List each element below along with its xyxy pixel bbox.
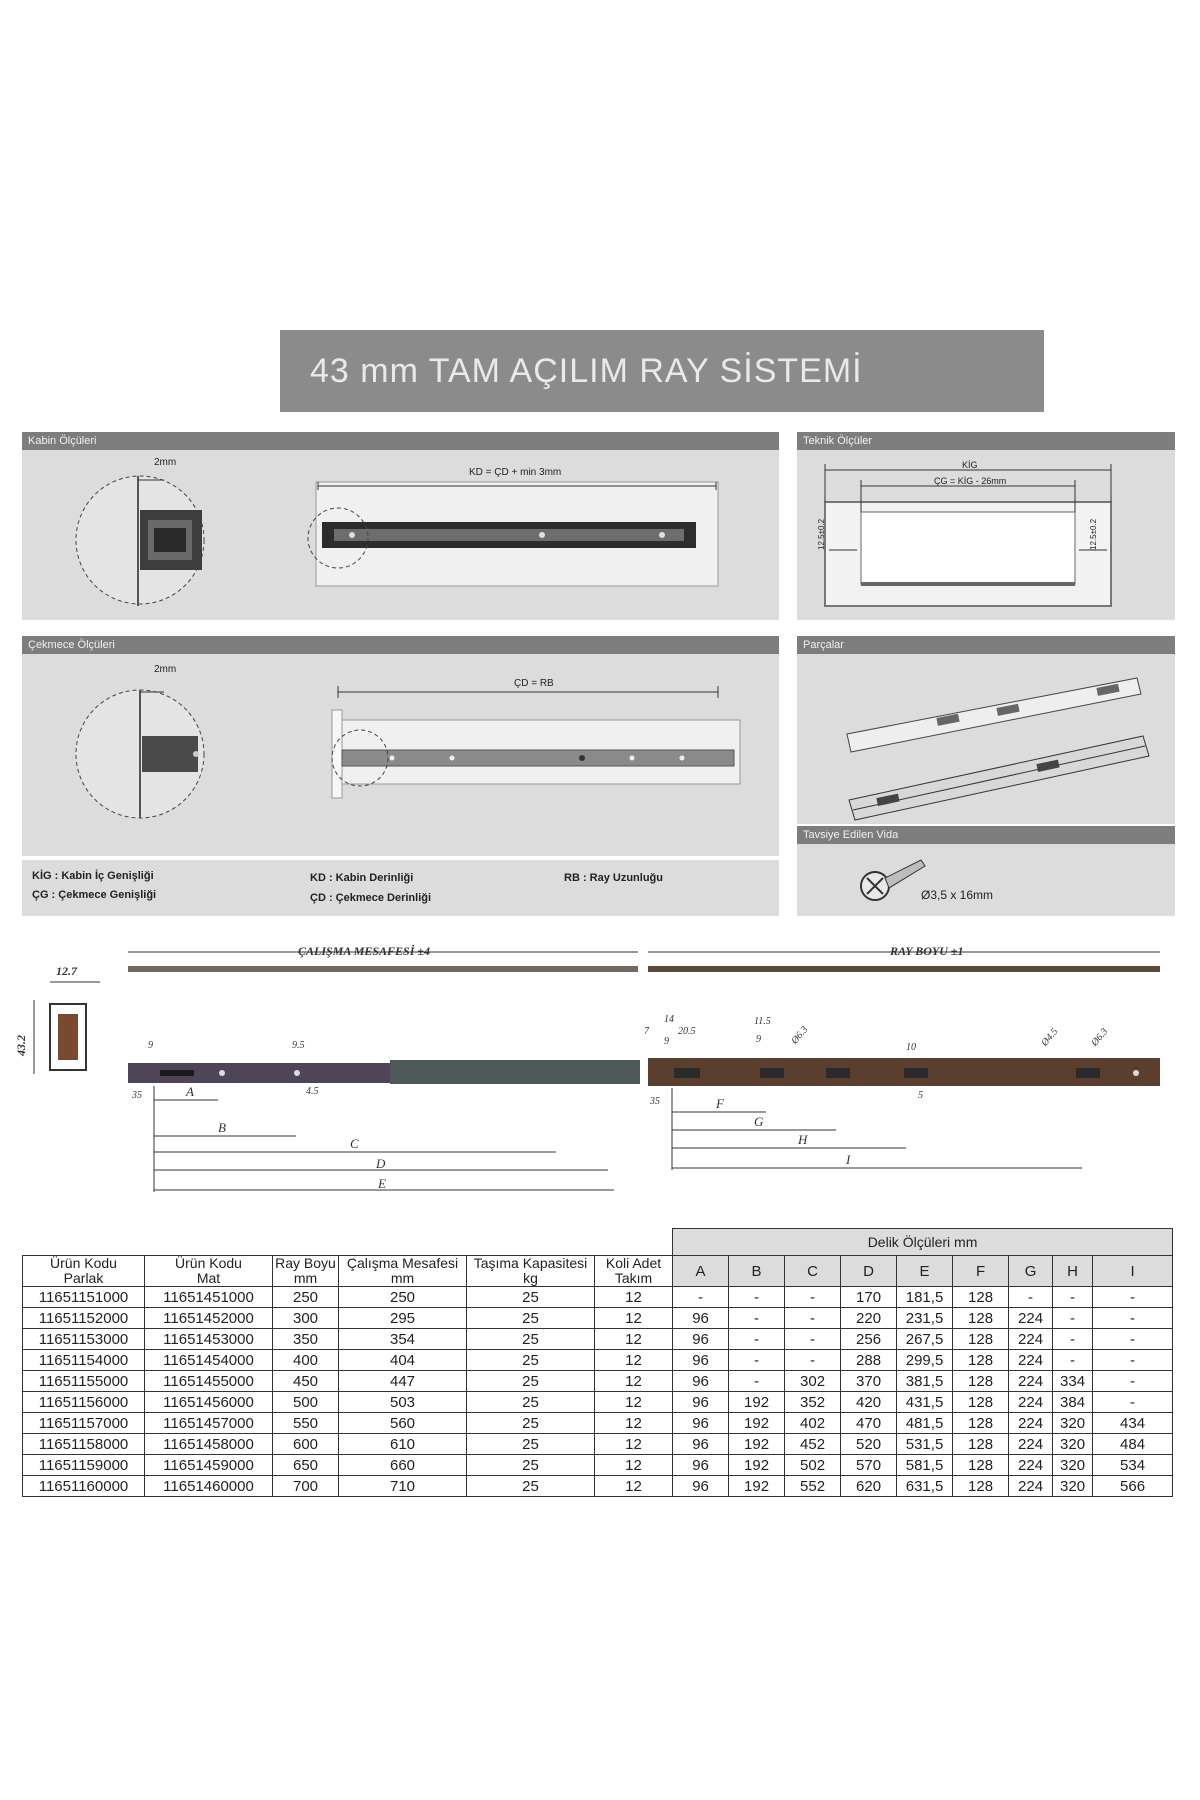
table-cell: 96 — [673, 1476, 729, 1497]
table-cell: 570 — [841, 1455, 897, 1476]
table-cell: 224 — [1009, 1455, 1053, 1476]
table-cell: 192 — [729, 1434, 785, 1455]
cekmece-gap-label: 2mm — [154, 664, 177, 675]
panel-cekmece-title: Çekmece Ölçüleri — [22, 636, 779, 654]
table-cell: 12 — [595, 1434, 673, 1455]
table-cell: 502 — [785, 1455, 841, 1476]
dim-11-5: 11.5 — [754, 1016, 771, 1027]
table-cell: 250 — [339, 1287, 467, 1308]
ray-boyu-label: RAY BOYU ±1 — [890, 944, 964, 958]
table-cell: 128 — [953, 1455, 1009, 1476]
table-cell: 25 — [467, 1476, 595, 1497]
table-cell: - — [785, 1350, 841, 1371]
legend-kig: KİG : Kabin İç Genişliği — [32, 870, 154, 882]
table-cell: - — [1093, 1329, 1173, 1350]
table-cell: - — [785, 1287, 841, 1308]
table-cell: 25 — [467, 1350, 595, 1371]
table-cell: 12 — [595, 1287, 673, 1308]
hole-4-5: Ø4.5 — [1039, 1026, 1061, 1049]
table-cell: - — [1093, 1392, 1173, 1413]
legend-box — [22, 860, 779, 916]
table-cell: 96 — [673, 1392, 729, 1413]
calisma-label: ÇALIŞMA MESAFESİ ±4 — [298, 944, 430, 958]
panel-teknik-title: Teknik Ölçüler — [797, 432, 1175, 450]
table-cell: 25 — [467, 1392, 595, 1413]
table-cell: 224 — [1009, 1371, 1053, 1392]
table-cell: 299,5 — [897, 1350, 953, 1371]
header-d: D — [841, 1256, 897, 1287]
table-cell: 531,5 — [897, 1434, 953, 1455]
dim-letter-d: D — [376, 1156, 386, 1171]
dim-letter-i: I — [846, 1152, 851, 1167]
legend-kd: KD : Kabin Derinliği — [310, 872, 414, 884]
table-cell: 12 — [595, 1329, 673, 1350]
header-kapasite: Taşıma Kapasitesi kg — [467, 1256, 595, 1287]
table-cell: 224 — [1009, 1476, 1053, 1497]
table-cell: 481,5 — [897, 1413, 953, 1434]
panel-cekmece — [22, 636, 779, 856]
table-cell: 560 — [339, 1413, 467, 1434]
table-cell: 431,5 — [897, 1392, 953, 1413]
table-cell: 25 — [467, 1287, 595, 1308]
table-cell: 11651152000 — [23, 1308, 145, 1329]
table-cell: 12 — [595, 1455, 673, 1476]
rail-technical-drawing — [0, 940, 1200, 1210]
dim-9b: 9 — [664, 1036, 669, 1047]
table-cell: 552 — [785, 1476, 841, 1497]
dim-letter-c: C — [350, 1136, 359, 1151]
table-cell: 620 — [841, 1476, 897, 1497]
table-cell: 452 — [785, 1434, 841, 1455]
table-cell: 381,5 — [897, 1371, 953, 1392]
table-cell: 96 — [673, 1434, 729, 1455]
table-cell: 350 — [273, 1329, 339, 1350]
kabin-gap-label: 2mm — [154, 457, 177, 468]
panel-kabin — [22, 432, 779, 620]
table-cell: 710 — [339, 1476, 467, 1497]
screw-icon — [859, 854, 929, 904]
height-dim: 43.2 — [14, 1035, 28, 1056]
table-cell: 267,5 — [897, 1329, 953, 1350]
table-cell: 192 — [729, 1392, 785, 1413]
table-cell: 11651156000 — [23, 1392, 145, 1413]
header-a: A — [673, 1256, 729, 1287]
table-cell: 600 — [273, 1434, 339, 1455]
table-cell: 224 — [1009, 1350, 1053, 1371]
header-ray-boyu: Ray Boyu mm — [273, 1256, 339, 1287]
table-cell: 11651154000 — [23, 1350, 145, 1371]
table-cell: 25 — [467, 1413, 595, 1434]
panel-teknik — [797, 432, 1175, 620]
dim-14: 14 — [664, 1014, 674, 1025]
dim-letter-a: A — [186, 1084, 194, 1099]
table-cell: - — [1009, 1287, 1053, 1308]
dim-letter-b: B — [218, 1120, 226, 1135]
table-cell: 11651453000 — [145, 1329, 273, 1350]
table-cell: 320 — [1053, 1455, 1093, 1476]
panel-parcalar-title: Parçalar — [797, 636, 1175, 654]
table-cell: 354 — [339, 1329, 467, 1350]
table-cell: 128 — [953, 1371, 1009, 1392]
spec-table — [22, 1228, 1173, 1497]
table-cell: 610 — [339, 1434, 467, 1455]
table-cell: 484 — [1093, 1434, 1173, 1455]
table-cell: 500 — [273, 1392, 339, 1413]
table-cell: - — [729, 1329, 785, 1350]
table-row — [23, 1392, 1173, 1413]
table-cell: 224 — [1009, 1308, 1053, 1329]
table-cell: 550 — [273, 1413, 339, 1434]
table-cell: 420 — [841, 1392, 897, 1413]
table-cell: 128 — [953, 1476, 1009, 1497]
table-cell: 11651452000 — [145, 1308, 273, 1329]
table-cell: 11651160000 — [23, 1476, 145, 1497]
header-e: E — [897, 1256, 953, 1287]
table-cell: 404 — [339, 1350, 467, 1371]
table-cell: - — [1093, 1308, 1173, 1329]
dim-9-5: 9.5 — [292, 1040, 305, 1051]
kabin-formula: KD = ÇD + min 3mm — [469, 467, 562, 478]
table-cell: 11651159000 — [23, 1455, 145, 1476]
table-cell: 25 — [467, 1371, 595, 1392]
table-cell: 96 — [673, 1350, 729, 1371]
table-cell: 384 — [1053, 1392, 1093, 1413]
width-dim: 12.7 — [56, 964, 77, 978]
table-cell: 11651153000 — [23, 1329, 145, 1350]
table-cell: 12 — [595, 1350, 673, 1371]
table-cell: 231,5 — [897, 1308, 953, 1329]
table-cell: 128 — [953, 1308, 1009, 1329]
dim-20-5: 20.5 — [678, 1026, 696, 1037]
table-cell: 128 — [953, 1329, 1009, 1350]
table-row — [23, 1287, 1173, 1308]
table-cell: 96 — [673, 1413, 729, 1434]
table-cell: 224 — [1009, 1434, 1053, 1455]
header-koli: Koli Adet Takım — [595, 1256, 673, 1287]
table-cell: - — [729, 1350, 785, 1371]
table-cell: - — [785, 1329, 841, 1350]
table-cell: 11651155000 — [23, 1371, 145, 1392]
table-cell: 370 — [841, 1371, 897, 1392]
table-cell: 181,5 — [897, 1287, 953, 1308]
table-cell: 12 — [595, 1371, 673, 1392]
legend-cg: ÇG : Çekmece Genişliği — [32, 889, 157, 901]
header-c: C — [785, 1256, 841, 1287]
table-row — [23, 1434, 1173, 1455]
table-cell: 320 — [1053, 1476, 1093, 1497]
table-cell: 650 — [273, 1455, 339, 1476]
table-cell: 25 — [467, 1434, 595, 1455]
header-kod-parlak: Ürün Kodu Parlak — [23, 1256, 145, 1287]
dim-5: 5 — [918, 1090, 923, 1101]
cekmece-formula: ÇD = RB — [514, 678, 554, 689]
spec-table-body — [23, 1287, 1173, 1497]
table-cell: 12 — [595, 1476, 673, 1497]
header-b: B — [729, 1256, 785, 1287]
table-cell: 11651455000 — [145, 1371, 273, 1392]
table-cell: 11651451000 — [145, 1287, 273, 1308]
panel-vida — [797, 826, 1175, 916]
table-cell: - — [1093, 1371, 1173, 1392]
dim-35-right: 35 — [650, 1096, 660, 1107]
table-cell: 96 — [673, 1371, 729, 1392]
table-cell: 224 — [1009, 1329, 1053, 1350]
table-cell: - — [729, 1371, 785, 1392]
legend-cd: ÇD : Çekmece Derinliği — [310, 892, 432, 904]
table-cell: 12 — [595, 1308, 673, 1329]
dim-letter-h: H — [798, 1132, 808, 1147]
delik-header: Delik Ölçüleri mm — [673, 1229, 1173, 1256]
header-g: G — [1009, 1256, 1053, 1287]
legend-rb: RB : Ray Uzunluğu — [564, 872, 663, 884]
table-cell: 402 — [785, 1413, 841, 1434]
table-cell: 128 — [953, 1413, 1009, 1434]
page-title: 43 mm TAM AÇILIM RAY SİSTEMİ — [310, 352, 863, 390]
header-i: I — [1093, 1256, 1173, 1287]
table-cell: - — [673, 1287, 729, 1308]
table-cell: 11651460000 — [145, 1476, 273, 1497]
header-calisma: Çalışma Mesafesi mm — [339, 1256, 467, 1287]
table-cell: 96 — [673, 1329, 729, 1350]
table-cell: 170 — [841, 1287, 897, 1308]
table-cell: - — [1053, 1350, 1093, 1371]
table-cell: 220 — [841, 1308, 897, 1329]
table-cell: 128 — [953, 1434, 1009, 1455]
table-cell: 11651157000 — [23, 1413, 145, 1434]
table-cell: 300 — [273, 1308, 339, 1329]
table-cell: - — [1053, 1329, 1093, 1350]
table-cell: 631,5 — [897, 1476, 953, 1497]
panel-parcalar — [797, 636, 1175, 824]
table-cell: - — [1053, 1287, 1093, 1308]
table-cell: 660 — [339, 1455, 467, 1476]
kabin-diagram — [22, 450, 779, 620]
table-cell: 320 — [1053, 1413, 1093, 1434]
dim-letter-f: F — [716, 1096, 724, 1111]
table-row — [23, 1413, 1173, 1434]
table-cell: 256 — [841, 1329, 897, 1350]
header-kod-mat: Ürün Kodu Mat — [145, 1256, 273, 1287]
table-cell: 128 — [953, 1392, 1009, 1413]
table-cell: 352 — [785, 1392, 841, 1413]
screw-size: Ø3,5 x 16mm — [921, 888, 994, 902]
table-cell: 566 — [1093, 1476, 1173, 1497]
table-cell: - — [1093, 1287, 1173, 1308]
table-cell: 11651158000 — [23, 1434, 145, 1455]
table-cell: 534 — [1093, 1455, 1173, 1476]
dim-10: 10 — [906, 1042, 916, 1053]
table-cell: 128 — [953, 1287, 1009, 1308]
table-cell: 192 — [729, 1455, 785, 1476]
table-cell: - — [785, 1308, 841, 1329]
table-cell: 400 — [273, 1350, 339, 1371]
table-cell: 11651151000 — [23, 1287, 145, 1308]
table-cell: - — [729, 1287, 785, 1308]
panel-kabin-title: Kabin Ölçüleri — [22, 432, 779, 450]
table-cell: 25 — [467, 1308, 595, 1329]
table-row — [23, 1308, 1173, 1329]
table-row — [23, 1350, 1173, 1371]
table-cell: 224 — [1009, 1392, 1053, 1413]
table-cell: 128 — [953, 1350, 1009, 1371]
table-cell: 11651458000 — [145, 1434, 273, 1455]
table-cell: 434 — [1093, 1413, 1173, 1434]
table-cell: 470 — [841, 1413, 897, 1434]
table-cell: 192 — [729, 1476, 785, 1497]
table-cell: 700 — [273, 1476, 339, 1497]
table-header-row — [23, 1256, 1173, 1287]
table-cell: 581,5 — [897, 1455, 953, 1476]
dim-7: 7 — [644, 1026, 649, 1037]
title-banner — [280, 330, 1044, 412]
header-f: F — [953, 1256, 1009, 1287]
teknik-kig-label: KİG — [962, 460, 978, 470]
table-cell: 12 — [595, 1392, 673, 1413]
dim-35-left: 35 — [132, 1090, 142, 1101]
table-cell: 11651454000 — [145, 1350, 273, 1371]
table-cell: 25 — [467, 1455, 595, 1476]
table-cell: 288 — [841, 1350, 897, 1371]
table-cell: 520 — [841, 1434, 897, 1455]
table-cell: 11651456000 — [145, 1392, 273, 1413]
dim-letter-g: G — [754, 1114, 764, 1129]
table-cell: 295 — [339, 1308, 467, 1329]
dim-9c: 9 — [756, 1034, 761, 1045]
table-cell: 12 — [595, 1413, 673, 1434]
table-cell: 447 — [339, 1371, 467, 1392]
dim-4-5: 4.5 — [306, 1086, 319, 1097]
table-cell: - — [1053, 1308, 1093, 1329]
table-cell: - — [729, 1308, 785, 1329]
header-h: H — [1053, 1256, 1093, 1287]
table-cell: 96 — [673, 1455, 729, 1476]
table-cell: 450 — [273, 1371, 339, 1392]
table-cell: 320 — [1053, 1434, 1093, 1455]
table-cell: - — [1093, 1350, 1173, 1371]
dim-9: 9 — [148, 1040, 153, 1051]
table-cell: 192 — [729, 1413, 785, 1434]
dim-letter-e: E — [378, 1176, 386, 1191]
table-cell: 224 — [1009, 1413, 1053, 1434]
table-row — [23, 1371, 1173, 1392]
table-cell: 503 — [339, 1392, 467, 1413]
table-row — [23, 1329, 1173, 1350]
hole-6-3-b: Ø6.3 — [1089, 1026, 1111, 1049]
table-cell: 334 — [1053, 1371, 1093, 1392]
table-row — [23, 1476, 1173, 1497]
table-cell: 11651459000 — [145, 1455, 273, 1476]
parcalar-image — [797, 654, 1175, 824]
cekmece-diagram — [22, 654, 779, 854]
table-cell: 302 — [785, 1371, 841, 1392]
table-cell: 96 — [673, 1308, 729, 1329]
table-row — [23, 1455, 1173, 1476]
table-cell: 25 — [467, 1329, 595, 1350]
teknik-side-left: 12.5±0.2 — [817, 518, 826, 550]
panel-vida-title: Tavsiye Edilen Vida — [797, 826, 1175, 844]
table-cell: 11651457000 — [145, 1413, 273, 1434]
table-cell: 250 — [273, 1287, 339, 1308]
teknik-side-right: 12.5±0.2 — [1089, 518, 1098, 550]
teknik-formula: ÇG = KİG - 26mm — [934, 476, 1007, 486]
hole-6-3-a: Ø6.3 — [789, 1024, 811, 1047]
